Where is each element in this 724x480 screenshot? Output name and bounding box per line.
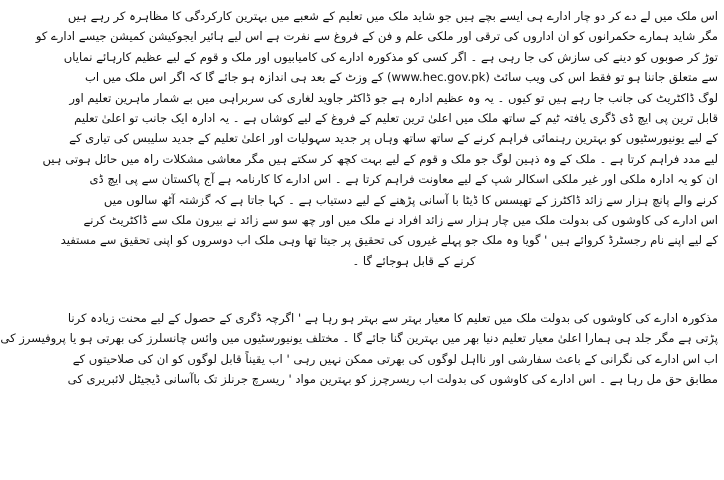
paragraph-1-line-11: اس ادارے کی کاوشوں کی بدولت ملک میں چار ہزار سے زائد افراد نے ملک میں اور چھ سو سے زائد نے بیرون ملک سے ڈاکٹریٹ کرنے <box>83 212 718 227</box>
paragraph-2 <box>0 308 718 390</box>
paragraph-1-line-9: ان کو یہ ادارہ ملکی اور غیر ملکی اسکالر شپ کے لیے معاونت فراہم کرتا ہے ۔ اس ادارے کا کارنامہ ہے آج پاکستان سے پی ایچ ڈی <box>89 172 718 187</box>
paragraph-1-line-10: کرنے والے پانچ ہزار سے زائد ڈاکٹرز کے تھیسس کا ڈیٹا با آسانی پڑھنے کے لیے دستیاب ہے ۔ کہا جاتا ہے کہ گزشتہ آٹھ سالوں میں <box>103 192 718 207</box>
paragraph-1-line-12: کے لیے اپنے نام رجسٹرڈ کروائے ہیں ' گویا وہ ملک جو پہلے غیروں کی تحقیق پر جیتا تھا وہی ملک اب دوسروں کو اپنی تحقیق سے مستفید <box>60 233 718 248</box>
paragraph-2-line-4: مطابق حق مل رہا ہے ۔ اس ادارے کی کاوشوں کی بدولت اب ریسرچرز کو بہترین مواد ' ریسرچ جرنلز تک باآسانی ڈیجیٹل لائبریری کی <box>67 372 718 387</box>
paragraph-1-line-1: اس ملک میں لے دے کر دو چار ادارے ہی ایسے بچے ہیں جو شاید ملک میں تعلیم کے شعبے میں بہترین کارکردگی کا مظاہرہ کر رہے ہیں <box>67 9 718 23</box>
paragraph-1 <box>35 6 718 271</box>
document-page <box>0 6 718 480</box>
paragraph-spacer <box>110 271 718 308</box>
paragraph-2-line-2: پڑتی ہے مگر جلد ہی ہمارا اعلیٰ معیار تعلیم دنیا بھر میں بہترین گنا جائے گا ۔ مختلف یونیورسٹیوں میں وائس چانسلرز کی بھرتی ہو یا پروفیسرز کی <box>0 331 718 346</box>
paragraph-1-line-4: سے متعلق جاننا ہو تو فقط اس کی ویب سائٹ (www.hec.gov.pk) کے وزٹ کے بعد ہی اندازہ ہو جائے گا کہ اگر اس ملک میں اب <box>85 70 718 85</box>
paragraph-1-line-7: کے لیے یونیورسٹیوں کو بہترین رہنمائی فراہم کرنے کے ساتھ ساتھ وہاں پر جدید سہولیات اور اعلیٰ تعلیم کے جدید سلیبس کی تیاری کے <box>69 131 718 146</box>
paragraph-1-line-8: لیے مدد فراہم کرتا ہے ۔ ملک کے وہ ذہین لوگ جو ملک و قوم کے لیے بہت کچھ کر سکتے ہیں مگر معاشی مشکلات راہ میں حائل ہوتی ہیں <box>42 151 718 166</box>
paragraph-2-line-3: اب اس ادارے کی نگرانی کے باعث سفارشی اور نااہل لوگوں کی بھرتی ممکن نہیں رہی ' اب یقیناً قابل لوگوں کو ان کی صلاحیتوں کے <box>72 351 718 366</box>
paragraph-2-line-1: مذکورہ ادارے کی کاوشوں کی بدولت ملک میں تعلیم کا معیار بہتر سے بہتر ہو رہا ہے ' اگرچہ ڈگری کے حصول کے لیے محنت زیادہ کرنا <box>67 311 718 326</box>
paragraph-1-line-6: قابل ترین پی ایچ ڈی ڈگری یافتہ ٹیم کے ساتھ ملک میں اعلیٰ ترین تعلیم کے فروغ کے لیے کوشاں ہے ۔ یہ ادارہ ایک جانب تو اعلیٰ تعلیم <box>74 110 718 125</box>
paragraph-1-line-2: مگر شاید ہمارے حکمرانوں کو ان اداروں کی ترقی اور ملکی علم و فن کے فروغ سے نفرت ہے اس لیے ہائیر ایجوکیشن کمیشن جیسے ادارے کو <box>35 29 718 44</box>
paragraph-1-line-3: توڑ کر صوبوں کو دینے کی سازش کی جا رہی ہے ۔ اگر کسی کو مذکورہ ادارے کی کامیابیوں اور ملک و قوم کے لیے عظیم کارہائے نمایاں <box>63 49 718 64</box>
paragraph-1-line-5: لوگ ڈاکٹریٹ کی جانب جا رہے ہیں تو کیوں ۔ یہ وہ عظیم ادارہ ہے جو ڈاکٹر جاوید لغاری کی سربراہی میں بے شمار ماہرین تعلیم اور <box>69 90 718 105</box>
paragraph-1-line-13: کرنے کے قابل ہوجائے گا ۔ <box>352 253 476 268</box>
